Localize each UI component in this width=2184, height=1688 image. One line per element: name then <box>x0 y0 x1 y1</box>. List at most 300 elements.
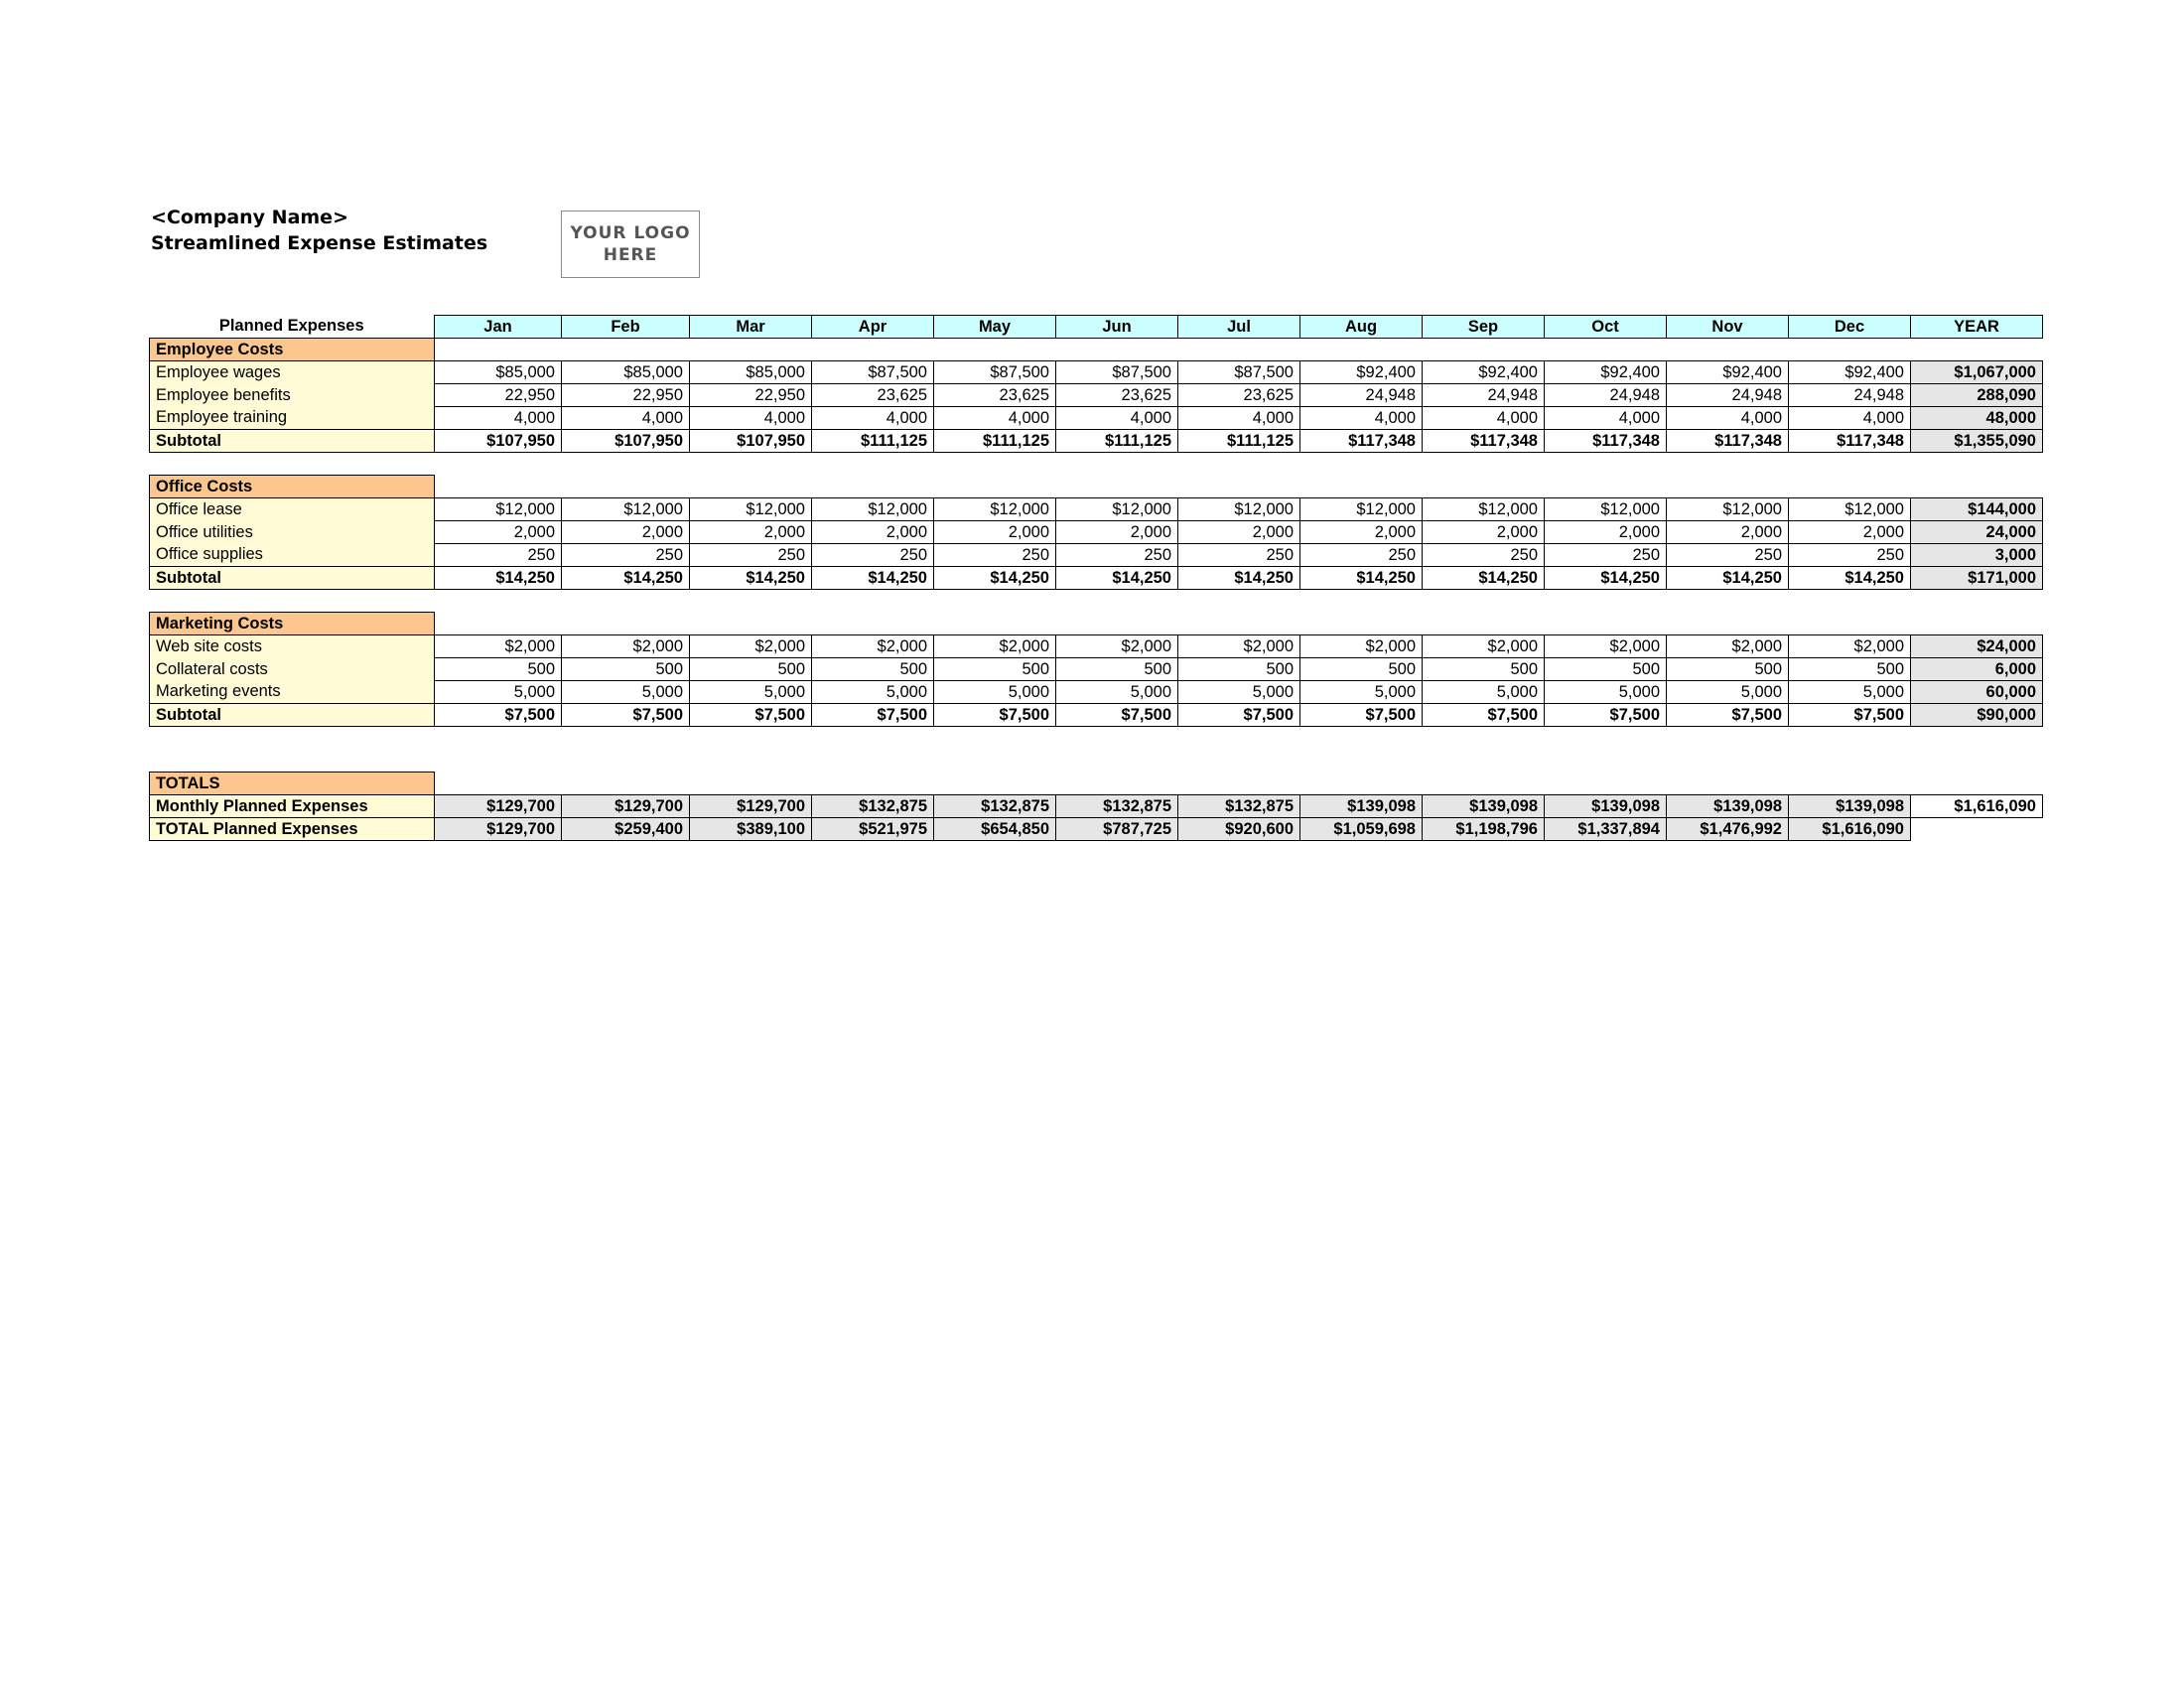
subtotal-value: $14,250 <box>1667 567 1789 590</box>
monthly-totals-year: $1,616,090 <box>1911 795 2043 818</box>
document-title: Streamlined Expense Estimates <box>151 232 488 254</box>
empty-cell <box>1667 773 1789 795</box>
month-value: 250 <box>690 544 812 567</box>
month-value: 500 <box>1667 658 1789 681</box>
empty-cell <box>1789 339 1911 361</box>
month-value: 2,000 <box>1178 521 1300 544</box>
header-row <box>150 316 2043 339</box>
month-value: 5,000 <box>562 681 690 704</box>
line-item-row <box>150 681 2043 704</box>
subtotal-value: $117,348 <box>1667 430 1789 453</box>
line-item-label: Office lease <box>150 498 435 521</box>
month-value: 250 <box>1545 544 1667 567</box>
empty-cell <box>934 339 1056 361</box>
month-value: 5,000 <box>690 681 812 704</box>
empty-cell <box>1911 773 2043 795</box>
monthly-total-value: $139,098 <box>1667 795 1789 818</box>
month-value: 500 <box>562 658 690 681</box>
empty-cell <box>1789 476 1911 498</box>
column-header-jan: Jan <box>435 316 562 339</box>
month-value: 5,000 <box>1178 681 1300 704</box>
subtotal-value: $14,250 <box>435 567 562 590</box>
month-value: 500 <box>1178 658 1300 681</box>
section-title: Employee Costs <box>150 339 435 361</box>
empty-cell <box>1423 339 1545 361</box>
empty-cell <box>934 476 1056 498</box>
empty-cell <box>1178 773 1300 795</box>
column-header-sep: Sep <box>1423 316 1545 339</box>
month-value: $12,000 <box>1789 498 1911 521</box>
section-title: Marketing Costs <box>150 613 435 635</box>
month-value: 22,950 <box>690 384 812 407</box>
month-value: 5,000 <box>1667 681 1789 704</box>
empty-cell <box>1056 476 1178 498</box>
subtotal-value: $14,250 <box>1423 567 1545 590</box>
monthly-total-value: $129,700 <box>435 795 562 818</box>
month-value: 4,000 <box>435 407 562 430</box>
month-value: $87,500 <box>812 361 934 384</box>
month-value: $2,000 <box>562 635 690 658</box>
month-value: 24,948 <box>1789 384 1911 407</box>
month-value: $2,000 <box>812 635 934 658</box>
month-value: $87,500 <box>1056 361 1178 384</box>
month-value: $92,400 <box>1545 361 1667 384</box>
empty-cell <box>1545 773 1667 795</box>
column-header-feb: Feb <box>562 316 690 339</box>
month-value: 24,948 <box>1423 384 1545 407</box>
month-value: 2,000 <box>690 521 812 544</box>
subtotal-value: $7,500 <box>562 704 690 727</box>
subtotal-value: $7,500 <box>1545 704 1667 727</box>
line-item-row <box>150 635 2043 658</box>
year-total: 24,000 <box>1911 521 2043 544</box>
empty-cell <box>690 476 812 498</box>
totals-title-row <box>150 773 2043 795</box>
empty-cell <box>812 339 934 361</box>
cumulative-total-value: $521,975 <box>812 818 934 841</box>
month-value: 22,950 <box>435 384 562 407</box>
year-total: $1,067,000 <box>1911 361 2043 384</box>
spacer-cell <box>150 453 2043 476</box>
month-value: $12,000 <box>1667 498 1789 521</box>
month-value: 23,625 <box>812 384 934 407</box>
subtotal-value: $7,500 <box>812 704 934 727</box>
month-value: $2,000 <box>1789 635 1911 658</box>
empty-cell <box>435 773 562 795</box>
month-value: 5,000 <box>1300 681 1423 704</box>
cumulative-total-value: $654,850 <box>934 818 1056 841</box>
year-total: 288,090 <box>1911 384 2043 407</box>
month-value: $2,000 <box>1300 635 1423 658</box>
month-value: $2,000 <box>435 635 562 658</box>
empty-cell <box>690 773 812 795</box>
line-item-row <box>150 544 2043 567</box>
month-value: 250 <box>934 544 1056 567</box>
subtotal-value: $111,125 <box>1056 430 1178 453</box>
subtotal-value: $117,348 <box>1423 430 1545 453</box>
subtotal-value: $117,348 <box>1545 430 1667 453</box>
spacer-row <box>150 453 2043 476</box>
month-value: $2,000 <box>1178 635 1300 658</box>
column-header-mar: Mar <box>690 316 812 339</box>
line-item-row <box>150 384 2043 407</box>
month-value: $12,000 <box>1056 498 1178 521</box>
month-value: 5,000 <box>1056 681 1178 704</box>
monthly-total-value: $129,700 <box>562 795 690 818</box>
monthly-total-value: $139,098 <box>1789 795 1911 818</box>
line-item-row <box>150 658 2043 681</box>
subtotal-label: Subtotal <box>150 430 435 453</box>
empty-cell <box>1300 476 1423 498</box>
cumulative-totals-label: TOTAL Planned Expenses <box>150 818 435 841</box>
spacer-row <box>150 727 2043 750</box>
monthly-totals-label: Monthly Planned Expenses <box>150 795 435 818</box>
subtotal-row <box>150 430 2043 453</box>
logo-text-line2: HERE <box>603 245 658 265</box>
empty-cell <box>934 613 1056 635</box>
month-value: 2,000 <box>562 521 690 544</box>
line-item-row <box>150 498 2043 521</box>
month-value: 22,950 <box>562 384 690 407</box>
subtotal-value: $7,500 <box>690 704 812 727</box>
month-value: 4,000 <box>1667 407 1789 430</box>
company-name: <Company Name> <box>151 207 348 228</box>
empty-cell <box>690 339 812 361</box>
month-value: 250 <box>812 544 934 567</box>
subtotal-label: Subtotal <box>150 567 435 590</box>
year-total: $24,000 <box>1911 635 2043 658</box>
subtotal-value: $14,250 <box>934 567 1056 590</box>
spacer-row <box>150 590 2043 613</box>
empty-cell <box>1667 476 1789 498</box>
empty-cell <box>435 339 562 361</box>
month-value: $85,000 <box>435 361 562 384</box>
empty-cell <box>1545 339 1667 361</box>
year-total: $144,000 <box>1911 498 2043 521</box>
month-value: 500 <box>1300 658 1423 681</box>
month-value: $12,000 <box>934 498 1056 521</box>
empty-cell <box>562 476 690 498</box>
month-value: 250 <box>1178 544 1300 567</box>
column-header-jul: Jul <box>1178 316 1300 339</box>
line-item-label: Web site costs <box>150 635 435 658</box>
month-value: 500 <box>1056 658 1178 681</box>
empty-cell <box>1056 613 1178 635</box>
column-header-dec: Dec <box>1789 316 1911 339</box>
document-header <box>151 205 487 256</box>
month-value: 2,000 <box>934 521 1056 544</box>
monthly-total-value: $139,098 <box>1423 795 1545 818</box>
empty-cell <box>1667 339 1789 361</box>
line-item-label: Employee training <box>150 407 435 430</box>
month-value: 4,000 <box>1423 407 1545 430</box>
month-value: 2,000 <box>435 521 562 544</box>
month-value: 5,000 <box>934 681 1056 704</box>
month-value: $12,000 <box>435 498 562 521</box>
subtotal-value: $14,250 <box>1300 567 1423 590</box>
subtotal-value: $7,500 <box>1178 704 1300 727</box>
month-value: $12,000 <box>562 498 690 521</box>
empty-cell <box>1545 613 1667 635</box>
empty-cell <box>1911 818 2043 841</box>
month-value: 5,000 <box>1789 681 1911 704</box>
month-value: 4,000 <box>1178 407 1300 430</box>
month-value: $87,500 <box>934 361 1056 384</box>
month-value: $2,000 <box>934 635 1056 658</box>
column-header-nov: Nov <box>1667 316 1789 339</box>
month-value: $12,000 <box>812 498 934 521</box>
subtotal-value: $7,500 <box>435 704 562 727</box>
subtotal-value: $14,250 <box>1545 567 1667 590</box>
month-value: 2,000 <box>1667 521 1789 544</box>
month-value: $2,000 <box>1545 635 1667 658</box>
monthly-total-value: $139,098 <box>1545 795 1667 818</box>
month-value: 2,000 <box>1423 521 1545 544</box>
monthly-total-value: $132,875 <box>1056 795 1178 818</box>
empty-cell <box>1423 773 1545 795</box>
month-value: $12,000 <box>1423 498 1545 521</box>
month-value: $92,400 <box>1667 361 1789 384</box>
subtotal-row <box>150 704 2043 727</box>
month-value: 5,000 <box>1423 681 1545 704</box>
empty-cell <box>1789 613 1911 635</box>
subtotal-value: $7,500 <box>1056 704 1178 727</box>
column-header-year: YEAR <box>1911 316 2043 339</box>
month-value: 2,000 <box>1789 521 1911 544</box>
cumulative-total-value: $1,616,090 <box>1789 818 1911 841</box>
line-item-label: Collateral costs <box>150 658 435 681</box>
month-value: $2,000 <box>1056 635 1178 658</box>
empty-cell <box>1911 613 2043 635</box>
empty-cell <box>1178 339 1300 361</box>
month-value: 250 <box>1056 544 1178 567</box>
month-value: $87,500 <box>1178 361 1300 384</box>
empty-cell <box>1667 613 1789 635</box>
month-value: 4,000 <box>934 407 1056 430</box>
month-value: 4,000 <box>690 407 812 430</box>
month-value: $92,400 <box>1300 361 1423 384</box>
empty-cell <box>1056 773 1178 795</box>
month-value: 500 <box>690 658 812 681</box>
logo-text-line1: YOUR LOGO <box>570 223 691 243</box>
line-item-row <box>150 521 2043 544</box>
year-total: 48,000 <box>1911 407 2043 430</box>
subtotal-value: $14,250 <box>1056 567 1178 590</box>
empty-cell <box>1423 476 1545 498</box>
empty-cell <box>435 613 562 635</box>
subtotal-year-total: $1,355,090 <box>1911 430 2043 453</box>
line-item-row <box>150 407 2043 430</box>
month-value: 2,000 <box>1545 521 1667 544</box>
month-value: $12,000 <box>690 498 812 521</box>
subtotal-value: $7,500 <box>934 704 1056 727</box>
month-value: 23,625 <box>1178 384 1300 407</box>
subtotal-value: $107,950 <box>562 430 690 453</box>
month-value: 4,000 <box>1545 407 1667 430</box>
month-value: 4,000 <box>562 407 690 430</box>
column-header-aug: Aug <box>1300 316 1423 339</box>
subtotal-value: $14,250 <box>690 567 812 590</box>
month-value: 500 <box>934 658 1056 681</box>
spacer-cell <box>150 750 2043 773</box>
month-value: $12,000 <box>1300 498 1423 521</box>
month-value: 4,000 <box>812 407 934 430</box>
column-header-apr: Apr <box>812 316 934 339</box>
month-value: 500 <box>1545 658 1667 681</box>
month-value: 250 <box>1300 544 1423 567</box>
cumulative-total-value: $1,059,698 <box>1300 818 1423 841</box>
subtotal-year-total: $171,000 <box>1911 567 2043 590</box>
subtotal-value: $7,500 <box>1789 704 1911 727</box>
month-value: $2,000 <box>690 635 812 658</box>
month-value: 250 <box>435 544 562 567</box>
month-value: $92,400 <box>1423 361 1545 384</box>
cumulative-total-value: $389,100 <box>690 818 812 841</box>
month-value: $2,000 <box>1667 635 1789 658</box>
monthly-total-value: $132,875 <box>812 795 934 818</box>
empty-cell <box>1545 476 1667 498</box>
monthly-total-value: $132,875 <box>934 795 1056 818</box>
section-title-row <box>150 339 2043 361</box>
empty-cell <box>812 773 934 795</box>
monthly-total-value: $132,875 <box>1178 795 1300 818</box>
month-value: $85,000 <box>690 361 812 384</box>
month-value: 5,000 <box>812 681 934 704</box>
cumulative-totals-row <box>150 818 2043 841</box>
subtotal-value: $14,250 <box>812 567 934 590</box>
subtotal-value: $107,950 <box>435 430 562 453</box>
month-value: $2,000 <box>1423 635 1545 658</box>
section-title-row <box>150 476 2043 498</box>
subtotal-value: $7,500 <box>1667 704 1789 727</box>
month-value: 23,625 <box>1056 384 1178 407</box>
month-value: 500 <box>812 658 934 681</box>
cumulative-total-value: $787,725 <box>1056 818 1178 841</box>
expense-table <box>149 315 2043 841</box>
subtotal-value: $111,125 <box>1178 430 1300 453</box>
column-header-oct: Oct <box>1545 316 1667 339</box>
year-total: 60,000 <box>1911 681 2043 704</box>
month-value: 2,000 <box>1300 521 1423 544</box>
month-value: $85,000 <box>562 361 690 384</box>
subtotal-value: $117,348 <box>1789 430 1911 453</box>
empty-cell <box>934 773 1056 795</box>
empty-cell <box>1056 339 1178 361</box>
month-value: 5,000 <box>435 681 562 704</box>
monthly-total-value: $139,098 <box>1300 795 1423 818</box>
subtotal-value: $107,950 <box>690 430 812 453</box>
column-header-label: Planned Expenses <box>218 317 364 336</box>
spacer-cell <box>150 727 2043 750</box>
month-value: 250 <box>1423 544 1545 567</box>
month-value: $12,000 <box>1178 498 1300 521</box>
subtotal-value: $111,125 <box>812 430 934 453</box>
spacer-cell <box>150 590 2043 613</box>
month-value: $92,400 <box>1789 361 1911 384</box>
subtotal-value: $117,348 <box>1300 430 1423 453</box>
month-value: 500 <box>1423 658 1545 681</box>
empty-cell <box>812 613 934 635</box>
cumulative-total-value: $129,700 <box>435 818 562 841</box>
column-header-jun: Jun <box>1056 316 1178 339</box>
line-item-label: Office utilities <box>150 521 435 544</box>
subtotal-value: $7,500 <box>1423 704 1545 727</box>
month-value: 23,625 <box>934 384 1056 407</box>
year-total: 3,000 <box>1911 544 2043 567</box>
month-value: 250 <box>562 544 690 567</box>
subtotal-value: $14,250 <box>1178 567 1300 590</box>
line-item-row <box>150 361 2043 384</box>
month-value: 24,948 <box>1667 384 1789 407</box>
line-item-label: Marketing events <box>150 681 435 704</box>
empty-cell <box>1178 476 1300 498</box>
section-title-row <box>150 613 2043 635</box>
cumulative-total-value: $920,600 <box>1178 818 1300 841</box>
empty-cell <box>562 773 690 795</box>
year-total: 6,000 <box>1911 658 2043 681</box>
month-value: $12,000 <box>1545 498 1667 521</box>
cumulative-total-value: $1,337,894 <box>1545 818 1667 841</box>
subtotal-row <box>150 567 2043 590</box>
empty-cell <box>435 476 562 498</box>
month-value: 5,000 <box>1545 681 1667 704</box>
subtotal-year-total: $90,000 <box>1911 704 2043 727</box>
empty-cell <box>562 613 690 635</box>
month-value: 24,948 <box>1545 384 1667 407</box>
logo-placeholder <box>561 211 700 278</box>
empty-cell <box>1911 339 2043 361</box>
line-item-label: Employee wages <box>150 361 435 384</box>
empty-cell <box>1300 773 1423 795</box>
line-item-label: Employee benefits <box>150 384 435 407</box>
monthly-total-value: $129,700 <box>690 795 812 818</box>
subtotal-value: $111,125 <box>934 430 1056 453</box>
month-value: 4,000 <box>1789 407 1911 430</box>
month-value: 250 <box>1667 544 1789 567</box>
month-value: 24,948 <box>1300 384 1423 407</box>
cumulative-total-value: $1,476,992 <box>1667 818 1789 841</box>
line-item-label: Office supplies <box>150 544 435 567</box>
month-value: 500 <box>435 658 562 681</box>
empty-cell <box>1300 613 1423 635</box>
cumulative-total-value: $259,400 <box>562 818 690 841</box>
month-value: 4,000 <box>1300 407 1423 430</box>
empty-cell <box>1178 613 1300 635</box>
subtotal-value: $14,250 <box>562 567 690 590</box>
empty-cell <box>1300 339 1423 361</box>
month-value: 2,000 <box>1056 521 1178 544</box>
totals-title: TOTALS <box>150 773 435 795</box>
spacer-row <box>150 750 2043 773</box>
empty-cell <box>562 339 690 361</box>
month-value: 2,000 <box>812 521 934 544</box>
section-title: Office Costs <box>150 476 435 498</box>
empty-cell <box>1911 476 2043 498</box>
subtotal-value: $7,500 <box>1300 704 1423 727</box>
column-header-may: May <box>934 316 1056 339</box>
month-value: 500 <box>1789 658 1911 681</box>
empty-cell <box>812 476 934 498</box>
subtotal-value: $14,250 <box>1789 567 1911 590</box>
month-value: 250 <box>1789 544 1911 567</box>
monthly-totals-row <box>150 795 2043 818</box>
empty-cell <box>690 613 812 635</box>
empty-cell <box>1789 773 1911 795</box>
subtotal-label: Subtotal <box>150 704 435 727</box>
month-value: 4,000 <box>1056 407 1178 430</box>
empty-cell <box>1423 613 1545 635</box>
cumulative-total-value: $1,198,796 <box>1423 818 1545 841</box>
